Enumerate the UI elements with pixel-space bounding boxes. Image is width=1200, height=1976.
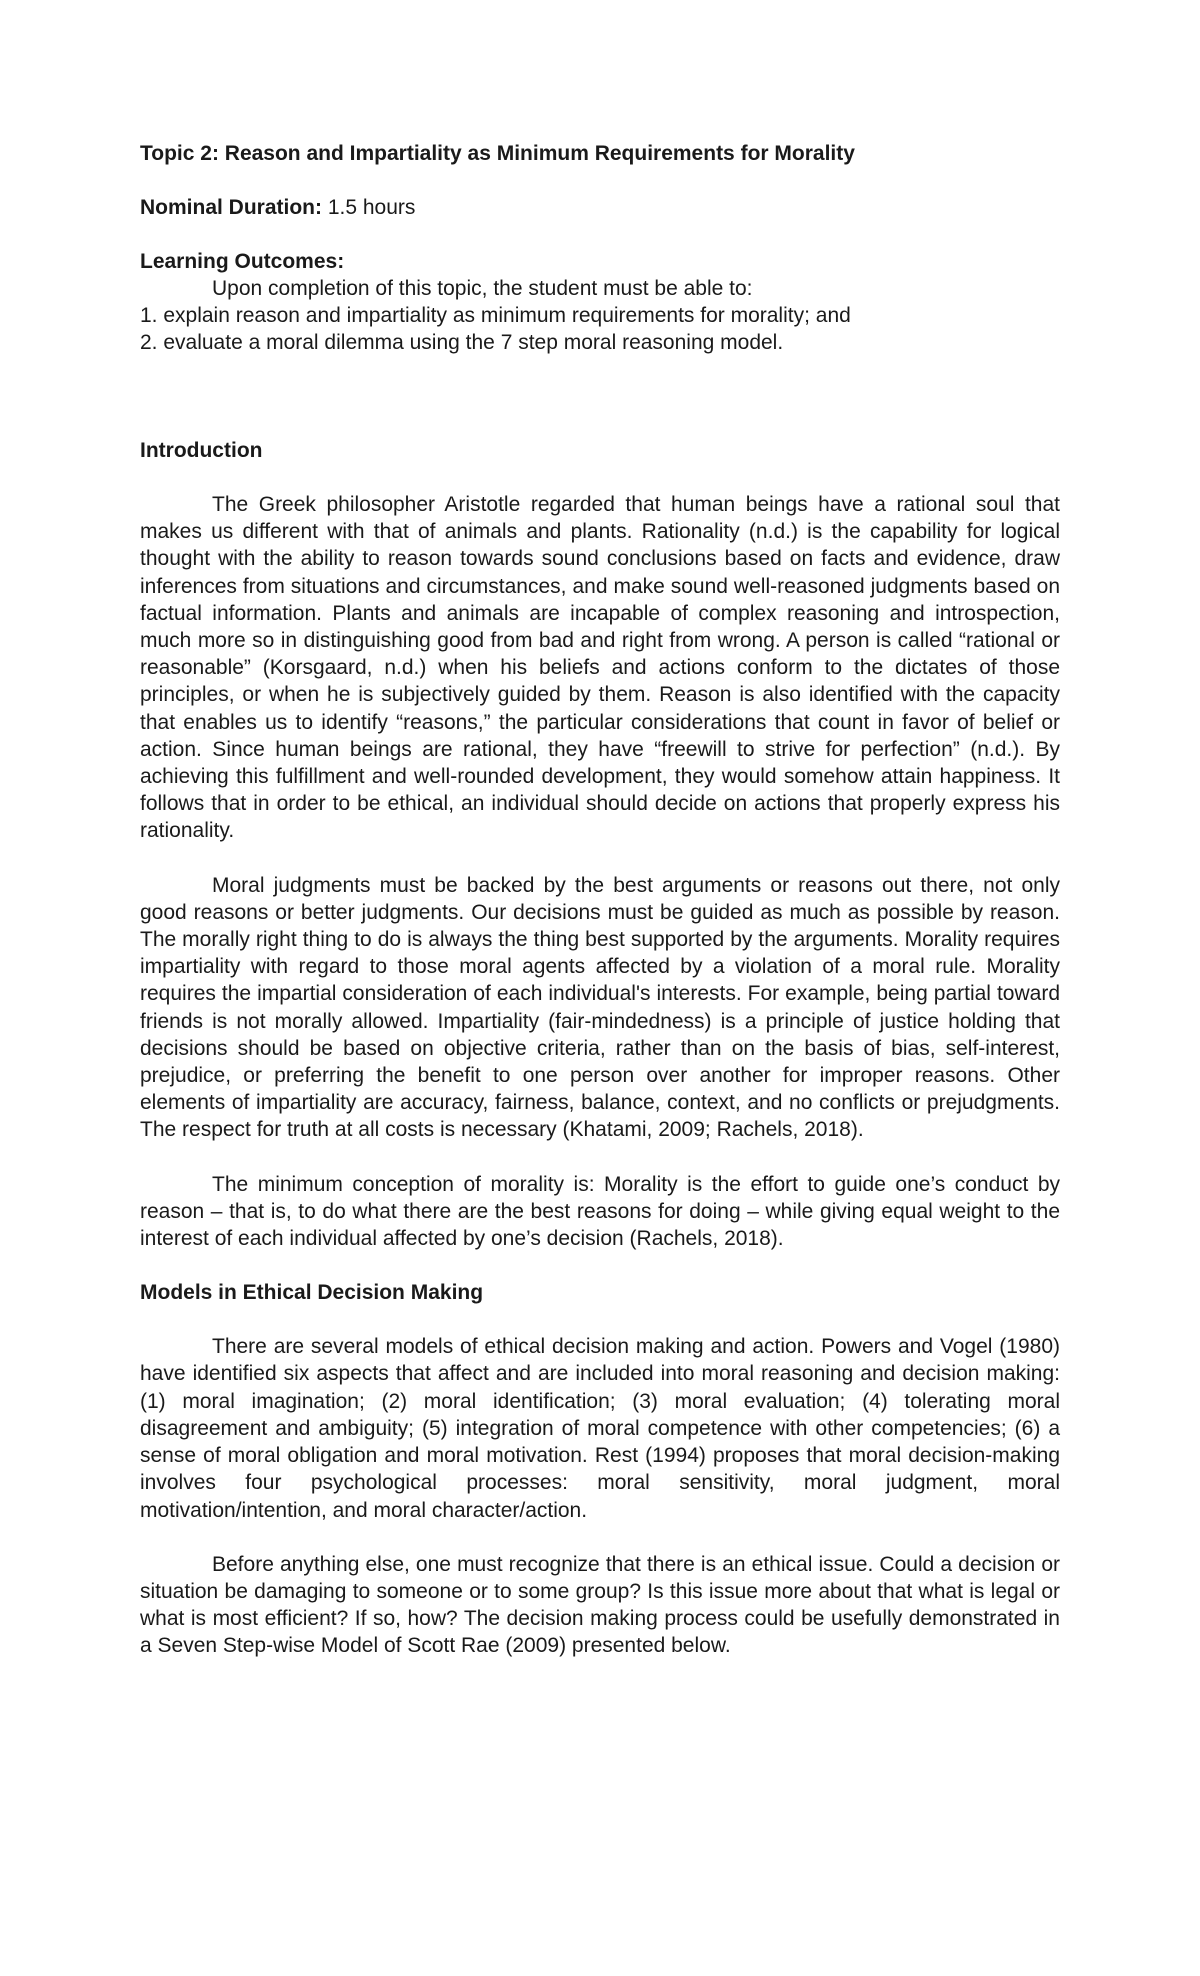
duration-value: 1.5 hours: [322, 196, 416, 219]
models-heading: Models in Ethical Decision Making: [140, 1281, 484, 1305]
learning-outcomes: [140, 248, 1060, 356]
models-section: [140, 1279, 1060, 1659]
introduction-paragraph: The minimum conception of morality is: Morality is the effort to guide one’s conduct by reason – that is, to do what there are the best reasons for doing – while giving equal weight to the interest of each individual affected by one’s decision (Rachels, 2018).: [140, 1172, 1060, 1251]
learning-outcome-item: 2. evaluate a moral dilemma using the 7 step moral reasoning model.: [140, 331, 784, 354]
learning-outcome-item: 1. explain reason and impartiality as minimum requirements for morality; and: [140, 304, 851, 327]
introduction-section: [140, 437, 1060, 1252]
nominal-duration: [140, 194, 1060, 221]
introduction-paragraph: Moral judgments must be backed by the best arguments or reasons out there, not only good reasons or better judgments. Our decisions must be guided as much as possible by reason. The morally right thing to do is always the thing best supported by the arguments. Morality requires impartiality with regard to those moral agents affected by a violation of a moral rule. Morality requires the impartial consideration of each individual's interests. For example, being partial toward friends is not morally allowed. Impartiality (fair-mindedness) is a principle of justice holding that decisions should be based on objective criteria, rather than on the basis of bias, self-interest, prejudice, or preferring the benefit to one person over another for improper reasons. Other elements of impartiality are accuracy, fairness, balance, context, and no conflicts or prejudgments. The respect for truth at all costs is necessary (Khatami, 2009; Rachels, 2018).: [140, 873, 1060, 1142]
models-paragraph: There are several models of ethical decision making and action. Powers and Vogel (1980) have identified six aspects that affect and are included into moral reasoning and decision making: (1) moral imagination; (2) moral identification; (3) moral evaluation; (4) tolerating moral disagreement and ambiguity; (5) integration of moral competence with other competencies; (6) a sense of moral obligation and moral motivation. Rest (1994) proposes that moral decision-making involves four psychological processes: moral sensitivity, moral judgment, moral motivation/intention, and moral character/action.: [140, 1335, 1060, 1522]
introduction-paragraph: The Greek philosopher Aristotle regarded that human beings have a rational soul that makes us different with that of animals and plants. Rationality (n.d.) is the capability for logical thought with the ability to reason towards sound conclusions based on facts and evidence, draw inferences from situations and circumstances, and make sound well-reasoned judgments based on factual information. Plants and animals are incapable of complex reasoning and introspection, much more so in distinguishing good from bad and right from wrong. A person is called “rational or reasonable” (Korsgaard, n.d.) when his beliefs and actions conform to the dictates of those principles, or when he is subjectively guided by them. Reason is also identified with the capacity that enables us to identify “reasons,” the particular considerations that count in favor of belief or action. Since human beings are rational, they have “freewill to strive for perfection” (n.d.). By achieving this fulfillment and well-rounded development, they would somehow attain happiness. It follows that in order to be ethical, an individual should decide on actions that properly express his rationality.: [140, 493, 1060, 843]
learning-outcomes-heading: Learning Outcomes:: [140, 250, 345, 273]
models-paragraph: Before anything else, one must recognize that there is an ethical issue. Could a decision or situation be damaging to someone or to some group? Is this issue more about that what is legal or what is most efficient? If so, how? The decision making process could be usefully demonstrated in a Seven Step-wise Model of Scott Rae (2009) presented below.: [140, 1552, 1060, 1658]
learning-outcomes-intro: Upon completion of this topic, the student must be able to:: [212, 277, 753, 300]
duration-label: Nominal Duration:: [140, 196, 322, 219]
topic-title: Topic 2: Reason and Impartiality as Minimum Requirements for Morality: [140, 142, 855, 165]
introduction-heading: Introduction: [140, 439, 263, 462]
document-page: [140, 140, 1060, 1687]
